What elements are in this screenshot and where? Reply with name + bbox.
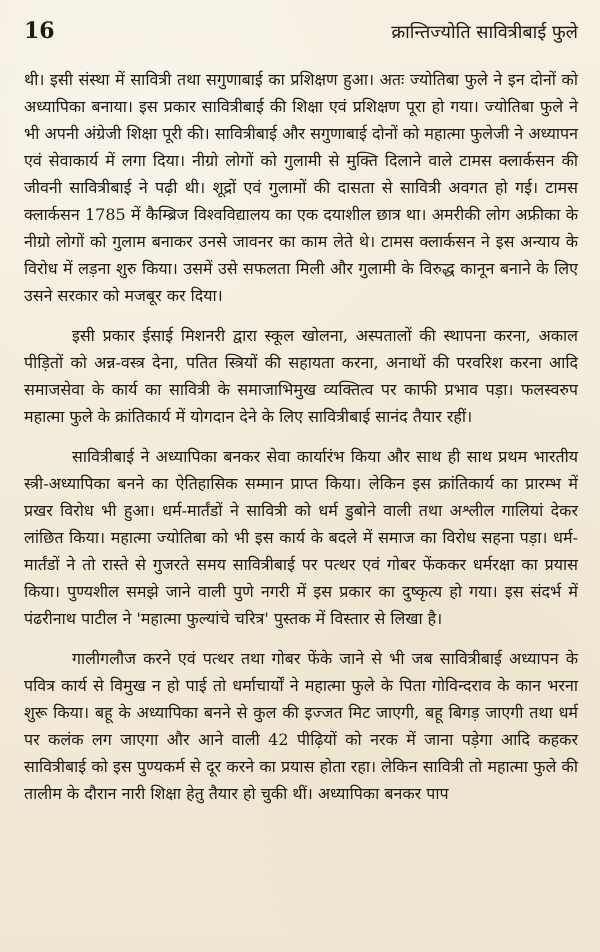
paragraph-1: थी। इसी संस्था में सावित्री तथा सगुणाबाई का प्रशिक्षण हुआ। अतः ज्योतिबा फुले ने इन दोनों को अध्यापिका बनाया। इस प्रकार सावित्रीबाई की शिक्षा एवं प्रशिक्षण पूरा हो गया। ज्योतिबा फुले ने भी अपनी अंग्रेजी शिक्षा पूरी की। सावित्रीबाई और सगुणाबाई दोनों को महात्मा फुलेजी ने अध्यापन एवं सेवाकार्य में लगा दिया। नीग्रो लोगों को गुलामी से मुक्ति दिलाने वाले टामस क्लार्कसन की जीवनी सावित्रीबाई ने पढ़ी थी। शूद्रों एवं गुलामों की दासता से सावित्री अवगत हो गई। टामस क्लार्कसन 1785 में कैम्ब्रिज विश्वविद्यालय का एक दयाशील छात्र था। अमरीकी लोग अफ्रीका के नीग्रो लोगों को गुलाम बनाकर उनसे जावनर का काम लेते थे। टामस क्लार्कसन ने इस अन्याय के विरोध में लड़ना शुरु किया। उसमें उसे सफलता मिली और गुलामी के विरुद्ध कानून बनाने के लिए उसने सरकार को मजबूर कर दिया।	[24, 70, 578, 305]
page-header	[24, 20, 578, 54]
running-title: क्रान्तिज्योति सावित्रीबाई फुले	[391, 22, 578, 43]
paragraph-3: सावित्रीबाई ने अध्यापिका बनकर सेवा कार्यारंभ किया और साथ ही साथ प्रथम भारतीय स्त्री-अध्यापिका बनने का ऐतिहासिक सम्मान प्राप्त किया। लेकिन इस क्रांतिकार्य का प्रारम्भ में प्रखर विरोध भी हुआ। धर्म-मार्तंडों ने सावित्री को धर्म डुबोने वाली तथा अश्लील गालियां देकर लांछित किया। महात्मा ज्योतिबा को भी इस कार्य के बदले में समाज का विरोध सहना पड़ा। धर्म-मार्तंडों ने तो रास्ते से गुजरते समय सावित्रीबाई पर पत्थर एवं गोबर फेंककर धर्मरक्षा का प्रयास किया। पुण्यशील समझे जाने वाली पुणे नगरी में इस प्रकार का दुष्कृत्य हो गया। इस संदर्भ में पंढरीनाथ पाटील ने 'महात्मा फुल्यांचे चरित्र' पुस्तक में विस्तार से लिखा है।	[24, 447, 578, 628]
paragraph-4: गालीगलौज करने एवं पत्थर तथा गोबर फेंके जाने से भी जब सावित्रीबाई अध्यापन के पवित्र कार्य से विमुख न हो पाई तो धर्माचार्यों ने महात्मा फुले के पिता गोविन्दराव के कान भरना शुरू किया। बहू के अध्यापिका बनने से कुल की इज्जत मिट जाएगी, बहू बिगड़ जाएगी तथा धर्म पर कलंक लग जाएगा और आने वाली 42 पीढ़ियों को नरक में जाना पड़ेगा आदि कहकर सावित्रीबाई को इस पुण्यकर्म से दूर करने का प्रयास होता रहा। लेकिन सावित्री तो महात्मा फुले की तालीम के दौरान नारी शिक्षा हेतु तैयार हो चुकी थीं। अध्यापिका बनकर पाप	[24, 649, 578, 803]
paragraph-2: इसी प्रकार ईसाई मिशनरी द्वारा स्कूल खोलना, अस्पतालों की स्थापना करना, अकाल पीड़ितों को अन्न-वस्त्र देना, पतित स्त्रियों की सहायता करना, अनाथों की परवरिश करना आदि समाजसेवा के कार्य का सावित्री के समाजाभिमुख व्यक्तित्व पर काफी प्रभाव पड़ा। फलस्वरुप महात्मा फुले के क्रांतिकार्य में योगदान देने के लिए सावित्रीबाई सानंद तैयार रहीं।	[24, 326, 578, 426]
page-content	[24, 66, 578, 807]
page-number: 16	[24, 18, 55, 44]
